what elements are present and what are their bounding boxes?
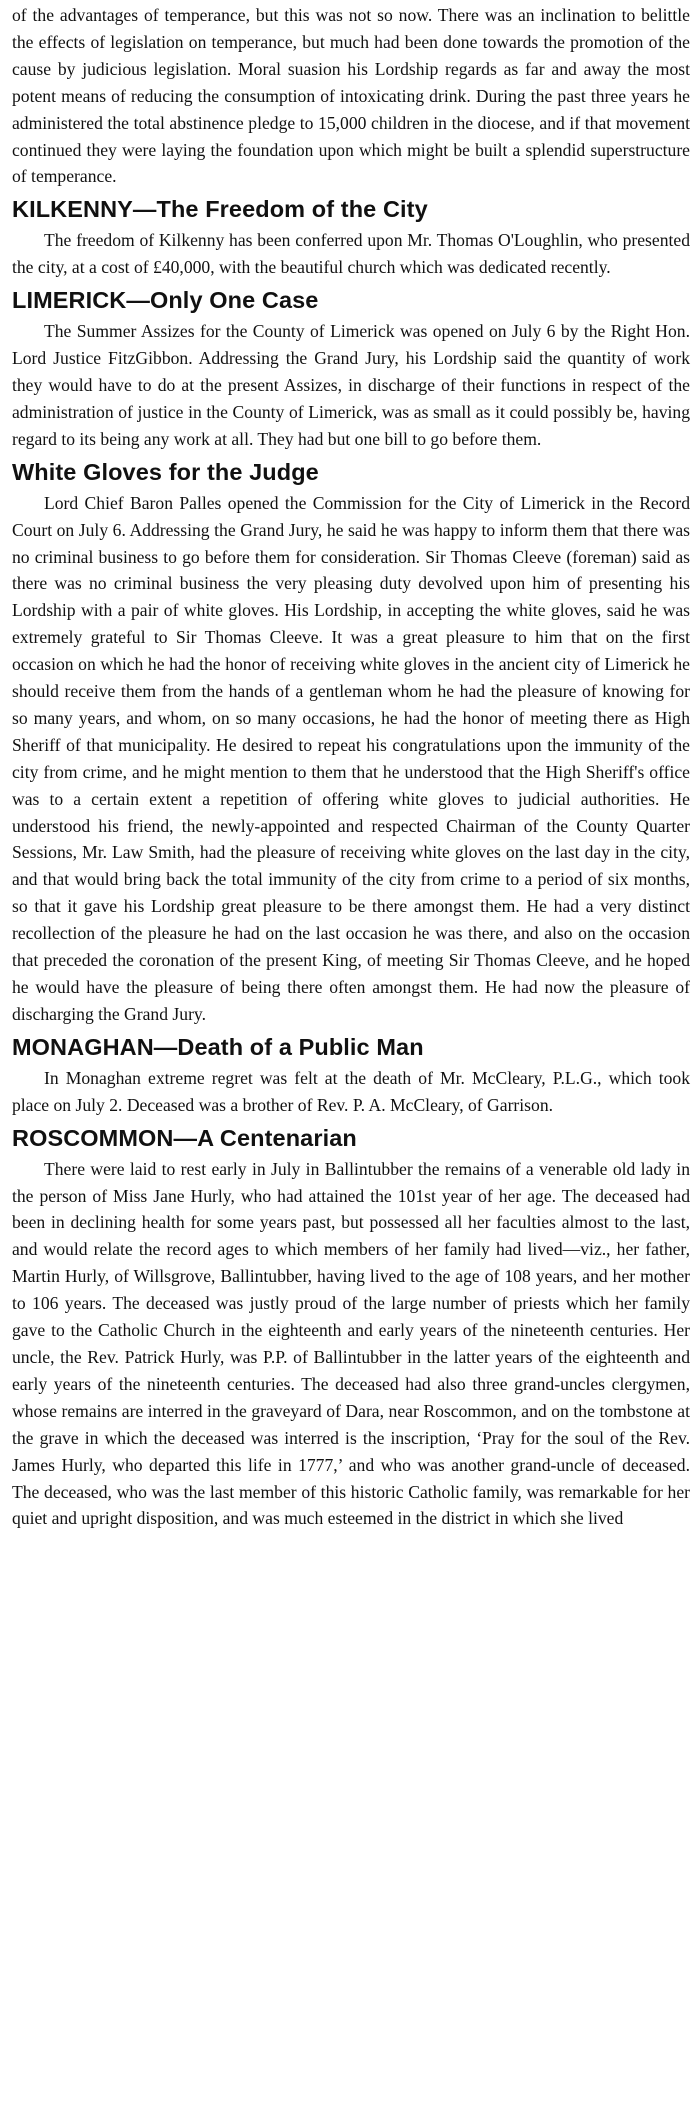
section-heading: KILKENNY—The Freedom of the City: [12, 196, 428, 223]
section-body: There were laid to rest early in July in Ballintubber the remains of a venerable old lady in the person of Miss Jane Hurly, who had attained the 101st year of her age. The deceased had been in declining health for some years past, but possessed all her faculties almost to the last, and would relate the record ages to which members of her family had lived—viz., her father, Martin Hurly, of Willsgrove, Ballintubber, having lived to the age of 108 years, and her mother to 106 years. The deceased was justly proud of the large number of priests which her family gave to the Catholic Church in the eighteenth and early years of the nineteenth centuries. Her uncle, the Rev. Patrick Hurly, was P.P. of Ballintubber in the latter years of the eighteenth and early years of the nineteenth centuries. The deceased had also three grand-uncles clergymen, whose remains are interred in the graveyard of Dara, near Roscommon, and on the tombstone at the grave in which the deceased was interred is the inscription, ‘Pray for the soul of the Rev. James Hurly, who departed this life in 1777,’ and who was another grand-uncle of deceased. The deceased, who was the last member of this historic Catholic family, was remarkable for her quiet and upright disposition, and was much esteemed in the district in which she lived: [12, 1158, 690, 1529]
section-heading: ROSCOMMON—A Centenarian: [12, 1124, 357, 1151]
section-heading: MONAGHAN—Death of a Public Man: [12, 1033, 424, 1060]
section-roscommon: [12, 1123, 690, 1533]
intro-paragraph: of the advantages of temperance, but this was not so now. There was an inclination to belittle the effects of legislation on temperance, but much had been done towards the promotion of the cause by judicious legislation. Moral suasion his Lordship regards as far and away the most potent means of reducing the consumption of intoxicating drink. During the past three years he administered the total abstinence pledge to 15,000 children in the diocese, and if that movement continued they were laying the foundation upon which might be built a splendid superstructure of temperance.: [12, 5, 690, 187]
section-body: Lord Chief Baron Palles opened the Commission for the City of Limerick in the Record Court on July 6. Addressing the Grand Jury, he said he was happy to inform them that there was no criminal business to go before them for consideration. Sir Thomas Cleeve (foreman) said as there was no criminal business the very pleasing duty devolved upon him of presenting his Lordship with a pair of white gloves. His Lordship, in accepting the white gloves, said he was extremely grateful to Sir Thomas Cleeve. It was a great pleasure to him that on the first occasion on which he had the honor of receiving white gloves in the ancient city of Limerick he should receive them from the hands of a gentleman whom he had the pleasure of knowing for so many years, and whom, on so many occasions, he had the honor of meeting there as High Sheriff of that municipality. He desired to repeat his congratulations upon the immunity of the city from crime, and he might mention to them that he understood that the High Sheriff's office was to a certain extent a repetition of offering white gloves to judicial authorities. He understood his friend, the newly-appointed and respected Chairman of the County Quarter Sessions, Mr. Law Smith, had the pleasure of receiving white gloves on the last day in the city, and that would bring back the total immunity of the city from crime to a period of six months, so that it gave his Lordship great pleasure to be there amongst them. He had a very distinct recollection of the pleasure he had on the last occasion he was there, and also on the occasion that preceded the coronation of the present King, of meeting Sir Thomas Cleeve, and he hoped he would have the pleasure of being there often amongst them. He had now the pleasure of discharging the Grand Jury.: [12, 492, 690, 1024]
section-body: The freedom of Kilkenny has been conferred upon Mr. Thomas O'Loughlin, who presented the city, at a cost of £40,000, with the beautiful church which was dedicated recently.: [12, 230, 690, 278]
section-body: In Monaghan extreme regret was felt at the death of Mr. McCleary, P.L.G., which took place on July 2. Deceased was a brother of Rev. P. A. McCleary, of Garrison.: [12, 1067, 690, 1115]
section-heading: LIMERICK—Only One Case: [12, 287, 319, 314]
section-limerick: [12, 285, 690, 453]
section-kilkenny: [12, 194, 690, 281]
section-monaghan: [12, 1032, 690, 1119]
section-white-gloves: [12, 457, 690, 1028]
section-body: The Summer Assizes for the County of Limerick was opened on July 6 by the Right Hon. Lord Justice FitzGibbon. Addressing the Grand Jury, his Lordship said the quantity of work they would have to do at the present Assizes, in discharge of their functions in respect of the administration of justice in the County of Limerick, was as small as it could possibly be, having regard to its being any work at all. They had but one bill to go before them.: [12, 321, 690, 449]
section-heading: White Gloves for the Judge: [12, 458, 319, 485]
